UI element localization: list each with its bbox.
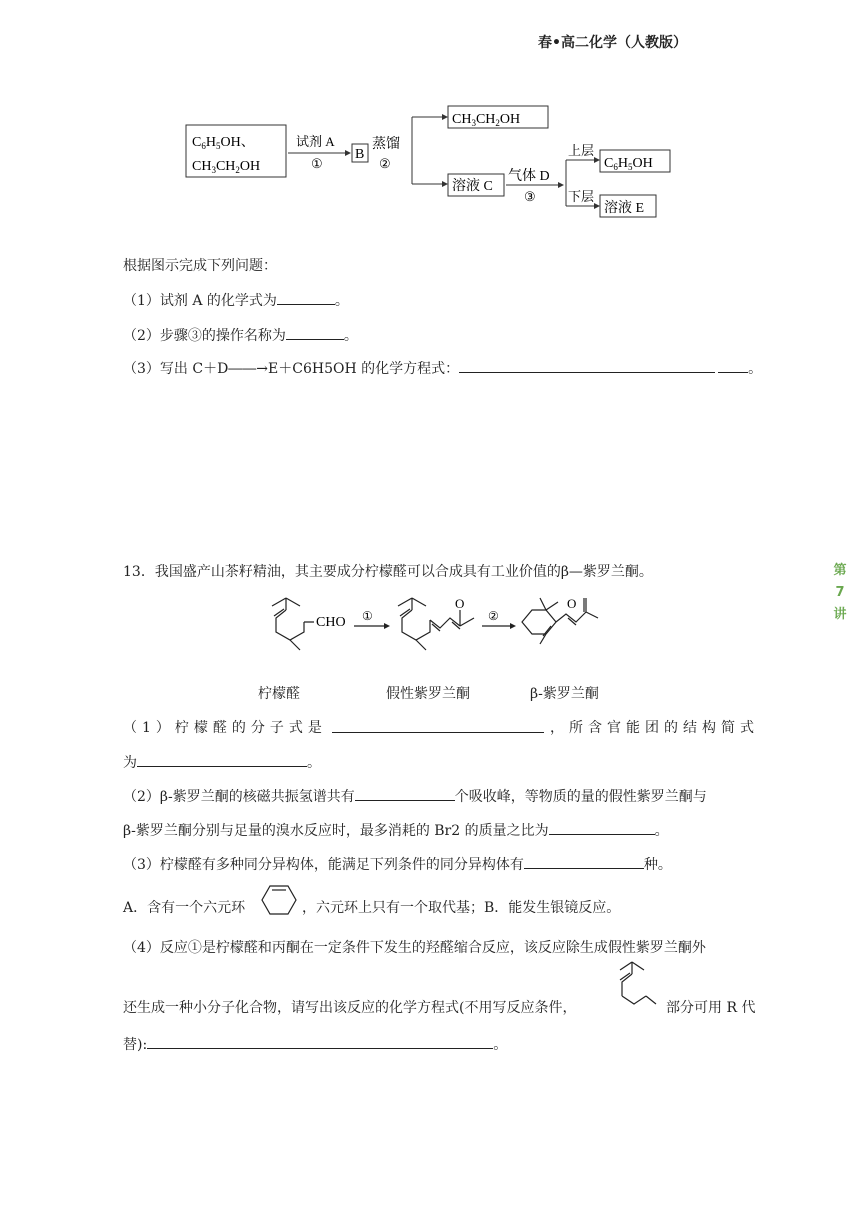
answer-blank[interactable] bbox=[137, 752, 307, 767]
q12-part2-text: （2）步骤③的操作名称为 bbox=[123, 328, 286, 344]
q13-part1-line2 bbox=[123, 752, 321, 773]
q13-part1-text: （1）柠檬醛的分子式是 bbox=[123, 720, 327, 736]
step2-label: ② bbox=[379, 156, 391, 171]
answer-blank[interactable] bbox=[524, 854, 644, 869]
answer-blank[interactable] bbox=[332, 718, 544, 733]
q13-part2-text3: β-紫罗兰酮分别与足量的溴水反应时，最多消耗的 Br2 的质量之比为 bbox=[123, 823, 549, 839]
solution-e-label: 溶液 E bbox=[604, 201, 645, 216]
q13-part1-prefix: 为 bbox=[123, 755, 137, 771]
page-header-title: 春•高二化学（人教版） bbox=[538, 35, 687, 51]
q13-part1-text2: ，所含官能团的结构简式 bbox=[549, 720, 759, 736]
condition-a-text: A．含有一个六元环 bbox=[123, 900, 246, 916]
q13-part1-line1 bbox=[123, 718, 759, 738]
upper-product-label: $C_6H_5OH$ bbox=[604, 156, 653, 172]
answer-blank[interactable] bbox=[286, 325, 344, 340]
compound-name-beta-ionone: β-紫罗兰酮 bbox=[530, 686, 599, 702]
separation-flowchart bbox=[180, 100, 680, 225]
step3-label: ③ bbox=[524, 189, 536, 204]
q12-intro: 根据图示完成下列问题： bbox=[123, 258, 277, 274]
answer-blank[interactable] bbox=[459, 358, 715, 373]
q13-part4-end: 。 bbox=[493, 1037, 508, 1053]
q13-part2-end: 。 bbox=[654, 823, 669, 839]
answer-blank[interactable] bbox=[718, 358, 748, 373]
arrow1-label: ① bbox=[362, 609, 373, 623]
start-line2: $CH_3CH_2OH$ bbox=[192, 159, 261, 175]
reagent-a-label: 试剂 A bbox=[296, 134, 335, 149]
cho-label: CHO bbox=[316, 615, 346, 630]
q12-part2-end: 。 bbox=[343, 328, 358, 344]
reaction-scheme bbox=[260, 596, 600, 672]
q13-part4-line2b: 部分可用 R 代 bbox=[666, 1000, 756, 1016]
r-group-structure bbox=[614, 960, 662, 1016]
q12-part1-end: 。 bbox=[334, 293, 349, 309]
q13-part3-end: 种。 bbox=[643, 857, 672, 873]
q13-stem: 13．我国盛产山茶籽精油，其主要成分柠檬醛可以合成具有工业价值的β—紫罗兰酮。 bbox=[123, 564, 653, 580]
answer-blank[interactable] bbox=[277, 290, 335, 305]
q13-condition-a bbox=[123, 898, 245, 918]
distill-label: 蒸馏 bbox=[372, 137, 400, 152]
compound-name-citral: 柠檬醛 bbox=[258, 686, 300, 702]
q13-part1-end: 。 bbox=[307, 755, 321, 771]
q13-condition-b: ，六元环上只有一个取代基；B．能发生银镜反应。 bbox=[302, 900, 621, 916]
q13-part4-line2: 还生成一种小分子化合物，请写出该反应的化学方程式(不用写反应条件， bbox=[123, 1000, 577, 1016]
arrow2-label: ② bbox=[488, 609, 499, 623]
q12-part1-text: （1）试剂 A 的化学式为 bbox=[123, 293, 277, 309]
q13-part4-line3 bbox=[123, 1034, 507, 1055]
chapter-marker bbox=[829, 560, 851, 626]
cyclohexene-ring-icon bbox=[260, 882, 298, 918]
chapter-marker-char: 讲 bbox=[833, 607, 847, 622]
q13-part4-line1: （4）反应①是柠檬醛和丙酮在一定条件下发生的羟醛缩合反应，该反应除生成假性紫罗兰酮外 bbox=[123, 940, 706, 956]
compound-name-pseudoionone: 假性紫罗兰酮 bbox=[386, 686, 470, 702]
q12-part3-text: （3）写出 C＋D――→E＋C6H5OH 的化学方程式： bbox=[123, 361, 460, 377]
q12-part3 bbox=[123, 358, 762, 379]
q13-part3-text: （3）柠檬醛有多种同分异构体，能满足下列条件的同分异构体有 bbox=[123, 857, 524, 873]
o-label-1: O bbox=[455, 596, 465, 611]
q13-part3 bbox=[123, 854, 672, 875]
top-product-label: $CH_3CH_2OH$ bbox=[452, 112, 521, 128]
q13-part2-text2: 个吸收峰，等物质的量的假性紫罗兰酮与 bbox=[454, 789, 707, 805]
answer-blank[interactable] bbox=[147, 1034, 493, 1049]
solution-c-label: 溶液 C bbox=[452, 179, 493, 194]
answer-blank[interactable] bbox=[355, 786, 455, 801]
o-label-2: O bbox=[567, 596, 577, 611]
step1-label: ① bbox=[311, 156, 323, 171]
answer-blank[interactable] bbox=[549, 820, 655, 835]
q13-part2-line1 bbox=[123, 786, 707, 807]
q12-part3-end: 。 bbox=[748, 361, 763, 377]
upper-layer-label: 上层 bbox=[568, 143, 595, 158]
q13-part4-prefix: 替): bbox=[123, 1037, 148, 1053]
gas-d-label: 气体 D bbox=[508, 169, 550, 184]
chapter-marker-char: 第 bbox=[833, 563, 847, 578]
node-b-label: B bbox=[355, 147, 365, 162]
chapter-marker-char: 7 bbox=[835, 585, 845, 600]
q12-part2 bbox=[123, 325, 358, 346]
q13-part2-line2 bbox=[123, 820, 669, 841]
lower-layer-label: 下层 bbox=[568, 189, 595, 204]
q12-part1 bbox=[123, 290, 349, 311]
start-line1: $C_6H_5OH$、 bbox=[192, 135, 255, 151]
q13-part2-text: （2）β-紫罗兰酮的核磁共振氢谱共有 bbox=[123, 789, 355, 805]
